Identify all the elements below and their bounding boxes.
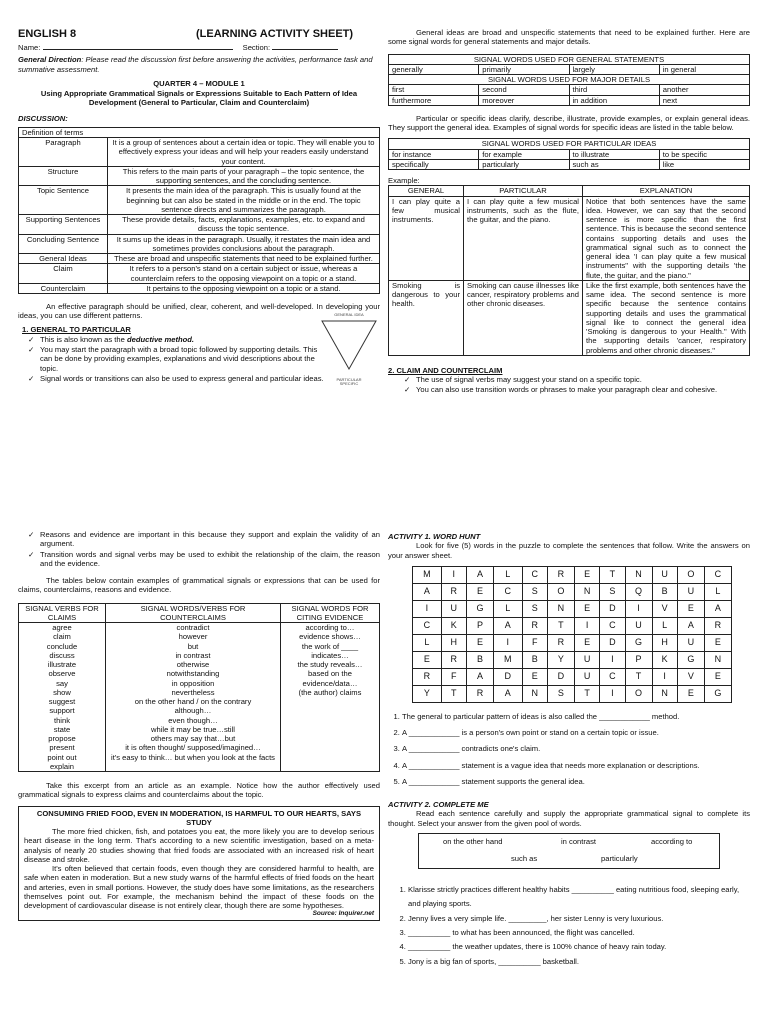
pool-word: on the other hand xyxy=(443,836,503,846)
puzzle-letter-cell[interactable]: O xyxy=(547,583,574,600)
table-row xyxy=(389,149,750,159)
quarter-title: QUARTER 4 – MODULE 1 xyxy=(153,78,245,88)
definition-cell: It presents the main idea of the paragraph. This is usually found at the beginning but can also be stated in the middle or in the end. The topic sentence directs and summarizes the paragraph. xyxy=(108,186,380,215)
table-cell: first xyxy=(389,85,479,95)
puzzle-letter-cell[interactable]: G xyxy=(466,600,493,617)
puzzle-letter-cell[interactable]: I xyxy=(652,668,677,685)
sheet-header xyxy=(18,28,380,42)
list-item: on the other hand / on the contrary xyxy=(134,697,252,706)
general-cell: I can play quite a few musical instruments. xyxy=(389,196,464,280)
list-item: ✓ You can also use transition words or phrases to make your paragraph clear and cohesive. xyxy=(416,385,750,394)
table-row xyxy=(19,254,380,264)
puzzle-letter-cell[interactable]: A xyxy=(493,685,522,702)
list-item: although… xyxy=(174,706,212,716)
article-title: CONSUMING FRIED FOOD, EVEN IN MODERATION, IS HARMFUL TO OUR HEARTS, SAYS STUDY xyxy=(36,808,362,827)
table-cell: specifically xyxy=(389,159,479,169)
inverted-triangle-diagram xyxy=(318,313,380,393)
list-item: propose xyxy=(48,734,76,743)
puzzle-letter-cell[interactable]: L xyxy=(652,617,677,634)
list-item: claim xyxy=(53,632,71,642)
name-field[interactable] xyxy=(43,49,233,50)
table-row xyxy=(389,64,750,74)
list-item: indicates… xyxy=(311,650,349,660)
column-header: SIGNAL WORDS FOR CITING EVIDENCE xyxy=(281,603,380,623)
puzzle-letter-cell[interactable]: A xyxy=(677,617,704,634)
list-item: ✓ Signal words or transitions can also be used to express general and particular ideas. xyxy=(40,374,330,383)
puzzle-row xyxy=(413,566,732,583)
list-item: 5. Jony is a big fan of sports, __________ basketball. xyxy=(408,955,750,969)
term-cell: Structure xyxy=(19,166,108,186)
puzzle-letter-cell[interactable]: E xyxy=(522,668,547,685)
table-row xyxy=(389,196,750,280)
puzzle-letter-cell[interactable]: E xyxy=(466,583,493,600)
puzzle-letter-cell[interactable]: C xyxy=(600,617,625,634)
puzzle-letter-cell[interactable]: O xyxy=(677,566,704,583)
puzzle-letter-cell[interactable]: B xyxy=(652,583,677,600)
table-cell: second xyxy=(479,85,569,95)
puzzle-letter-cell[interactable]: M xyxy=(493,651,522,668)
puzzle-letter-cell[interactable]: S xyxy=(522,600,547,617)
table-row xyxy=(19,166,380,186)
list-item: support xyxy=(49,706,75,716)
puzzle-letter-cell[interactable]: D xyxy=(493,668,522,685)
sheet-title: (LEARNING ACTIVITY SHEET) xyxy=(196,28,354,40)
explanation-cell: Notice that both sentences have the same idea. However, we can say that the second sentence is more specific than the first sentence. This is because the second sentence contains supporting details and uses the grammatical signal such as to connect the general idea 'I can play quite a few musical instruments" with the supporting details 'the flute, the guitar, and the piano." xyxy=(583,196,750,280)
list-item: but xyxy=(187,641,199,651)
puzzle-row xyxy=(413,634,732,651)
signal-verbs-table xyxy=(18,603,380,773)
puzzle-letter-cell[interactable]: U xyxy=(574,668,599,685)
list-item: according to… xyxy=(305,623,355,632)
general-ideas-intro: General ideas are broad and unspecific statements that need to be explained further. Here are some signal words for general statements and major details. xyxy=(388,28,750,47)
puzzle-letter-cell[interactable]: R xyxy=(413,668,442,685)
word-pool-box xyxy=(418,833,720,869)
table-cell: for instance xyxy=(389,149,479,159)
puzzle-letter-cell[interactable]: E xyxy=(466,634,493,651)
evidence-cell xyxy=(281,623,380,772)
table-row xyxy=(19,138,380,167)
name-label: Name: xyxy=(18,43,41,52)
puzzle-row xyxy=(413,685,732,702)
puzzle-letter-cell[interactable]: N xyxy=(625,566,652,583)
column-header: SIGNAL VERBS FOR CLAIMS xyxy=(19,603,106,623)
puzzle-letter-cell[interactable]: L xyxy=(704,583,731,600)
activity2-instructions: Read each sentence carefully and supply the appropriate grammatical signal to complete its thought. Select your answer from the given pool of words. xyxy=(388,809,750,828)
list-item: 5. A ____________ statement supports the general idea. xyxy=(402,777,750,786)
puzzle-letter-cell[interactable]: N xyxy=(522,685,547,702)
list-item: observe xyxy=(48,669,76,679)
table-row xyxy=(19,623,380,772)
puzzle-letter-cell[interactable]: I xyxy=(441,566,466,583)
puzzle-letter-cell[interactable]: A xyxy=(704,600,731,617)
puzzle-letter-cell[interactable]: N xyxy=(574,583,599,600)
term-cell: Counterclaim xyxy=(19,283,108,293)
table-cell: like xyxy=(659,159,749,169)
puzzle-letter-cell[interactable]: K xyxy=(441,617,466,634)
definition-cell: It refers to a person's stand on a certain subject or issue, whereas a counterclaim refers to the opposing viewpoint on a topic or a stand. xyxy=(108,264,380,284)
puzzle-letter-cell[interactable]: N xyxy=(652,685,677,702)
puzzle-letter-cell[interactable]: B xyxy=(466,651,493,668)
list-item: say xyxy=(56,678,68,688)
table-cell: to illustrate xyxy=(569,149,659,159)
list-item: 4. A ____________ statement is a vague idea that needs more explanation or descriptions. xyxy=(402,761,750,770)
table-cell: particularly xyxy=(479,159,569,169)
puzzle-row xyxy=(413,651,732,668)
diagram-bottom-line1: PARTICULAR xyxy=(336,376,362,382)
section-label: Section: xyxy=(242,43,271,52)
activity2-heading: ACTIVITY 2. COMPLETE ME xyxy=(388,800,489,809)
table-cell: furthermore xyxy=(389,95,479,105)
column-header: SIGNAL WORDS/VERBS FOR COUNTERCLAIMS xyxy=(106,603,281,623)
list-item: ✓ Transition words and signal verbs may be used to exhibit the relationship of the claim, the reason and the evidence. xyxy=(40,550,380,569)
table-cell: for example xyxy=(479,149,569,159)
puzzle-letter-cell[interactable]: D xyxy=(600,634,625,651)
table-cell: in general xyxy=(659,64,749,74)
general-cell: Smoking is dangerous to your health. xyxy=(389,280,464,355)
puzzle-letter-cell[interactable]: P xyxy=(625,651,652,668)
list-item: agree xyxy=(52,623,72,632)
puzzle-letter-cell[interactable]: V xyxy=(652,600,677,617)
puzzle-letter-cell[interactable]: Y xyxy=(413,685,442,702)
list-item: even though… xyxy=(168,715,218,725)
effective-paragraph-text: An effective paragraph should be unified, clear, coherent, and well-developed. In developing your ideas, you can use different patterns. xyxy=(18,302,380,321)
general-to-particular-list xyxy=(18,335,330,383)
list-item: evidence shows… xyxy=(299,632,361,642)
definition-cell: It pertains to the opposing viewpoint on a topic or a stand. xyxy=(108,283,380,293)
definition-table xyxy=(18,127,380,294)
list-item: others may say that…but xyxy=(150,734,236,743)
list-item: suggest xyxy=(48,697,76,706)
example-label: Example: xyxy=(388,176,420,185)
list-item: contradict xyxy=(176,623,210,632)
puzzle-letter-cell[interactable]: A xyxy=(466,566,493,583)
table-row xyxy=(19,283,380,293)
puzzle-letter-cell[interactable]: S xyxy=(600,583,625,600)
table-cell: largely xyxy=(569,64,659,74)
list-item: 1. Klarisse strictly practices different healthy habits __________ eating nutritious food, sleeping early, and playing sports. xyxy=(408,883,750,912)
puzzle-letter-cell[interactable]: R xyxy=(547,634,574,651)
puzzle-letter-cell[interactable]: P xyxy=(466,617,493,634)
list-item: however xyxy=(178,632,208,642)
puzzle-letter-cell[interactable]: C xyxy=(413,617,442,634)
puzzle-letter-cell[interactable]: R xyxy=(704,617,731,634)
list-item: show xyxy=(53,687,71,697)
puzzle-letter-cell[interactable]: K xyxy=(652,651,677,668)
subject-title: ENGLISH 8 xyxy=(18,28,77,40)
column-header: EXPLANATION xyxy=(583,186,750,196)
list-item: 3. __________ to what has been announced, the flight was cancelled. xyxy=(408,926,750,940)
explanation-cell: Like the first example, both sentences have the same idea. The second sentence is more specific because the sentence contains supporting details and uses the grammatical signal like to connect the general idea 'Smoking is dangerous to your Health." With the supporting details 'cancer, respiratory problems and other chronic diseases." xyxy=(583,280,750,355)
term-cell: Concluding Sentence xyxy=(19,234,108,254)
definition-cell: It sums up the ideas in the paragraph. Usually, it restates the main idea and sometimes provides conclusions about the paragraph. xyxy=(108,234,380,254)
reasons-evidence-list xyxy=(18,530,380,568)
excerpt-intro: Take this excerpt from an article as an example. Notice how the author effectively used grammatical signals to express claims and counterclaims about the topic. xyxy=(18,781,380,800)
list-item: illustrate xyxy=(47,660,77,669)
puzzle-letter-cell[interactable]: E xyxy=(677,685,704,702)
list-item-text: This is also known as the xyxy=(40,334,127,344)
puzzle-letter-cell[interactable]: S xyxy=(547,685,574,702)
list-item: point out xyxy=(47,752,77,762)
puzzle-letter-cell[interactable]: D xyxy=(600,600,625,617)
list-item: ✓ Reasons and evidence are important in this because they support and explain the validity of an argument. xyxy=(40,530,380,549)
puzzle-letter-cell[interactable]: U xyxy=(625,617,652,634)
list-item: in opposition xyxy=(171,678,215,688)
puzzle-letter-cell[interactable]: C xyxy=(600,668,625,685)
puzzle-letter-cell[interactable]: H xyxy=(652,634,677,651)
puzzle-letter-cell[interactable]: M xyxy=(413,566,442,583)
puzzle-letter-cell[interactable]: O xyxy=(625,685,652,702)
table-row xyxy=(389,85,750,95)
puzzle-letter-cell[interactable]: E xyxy=(704,668,731,685)
puzzle-letter-cell[interactable]: A xyxy=(413,583,442,600)
puzzle-letter-cell[interactable]: E xyxy=(704,634,731,651)
table-row xyxy=(19,234,380,254)
direction-label: General Direction xyxy=(18,55,82,65)
activity1-items xyxy=(388,712,750,786)
puzzle-letter-cell[interactable]: Q xyxy=(625,583,652,600)
term-cell: Topic Sentence xyxy=(19,186,108,215)
list-item xyxy=(40,335,330,344)
list-item: evidence/data… xyxy=(302,678,358,688)
table-cell: primarily xyxy=(479,64,569,74)
table-row xyxy=(19,186,380,215)
puzzle-letter-cell[interactable]: U xyxy=(677,634,704,651)
puzzle-letter-cell[interactable]: L xyxy=(493,600,522,617)
table-row xyxy=(19,215,380,235)
definition-cell: It is a group of sentences about a certain idea or topic. They will enable you to effectively express your ideas and will help your readers easily understand your content. xyxy=(108,138,380,167)
particular-cell: Smoking can cause illnesses like cancer, respiratory problems and other chronic diseases. xyxy=(464,280,583,355)
puzzle-letter-cell[interactable]: T xyxy=(600,566,625,583)
puzzle-letter-cell[interactable]: T xyxy=(625,668,652,685)
puzzle-letter-cell[interactable]: G xyxy=(625,634,652,651)
particular-ideas-intro: Particular or specific ideas clarify, describe, illustrate, provide examples, or explain general ideas. They support the general idea. Examples of signal words for specific ideas are listed in the table below. xyxy=(388,113,750,132)
puzzle-letter-cell[interactable]: I xyxy=(413,600,442,617)
term-cell: Claim xyxy=(19,264,108,284)
list-item: the work of ____ xyxy=(301,641,359,651)
puzzle-letter-cell[interactable]: T xyxy=(547,617,574,634)
puzzle-letter-cell[interactable]: U xyxy=(574,651,599,668)
table-cell: third xyxy=(569,85,659,95)
table-cell: to be specific xyxy=(659,149,749,159)
article-source: Source: Inquirer.net xyxy=(312,910,374,918)
definition-cell: These are broad and unspecific statements that need to be explained further. xyxy=(108,254,380,264)
activity1-instructions: Look for five (5) words in the puzzle to complete the sentences that follow. Write the answers on your answer sheet. xyxy=(388,541,750,560)
puzzle-letter-cell[interactable]: I xyxy=(600,685,625,702)
puzzle-letter-cell[interactable]: G xyxy=(677,651,704,668)
puzzle-letter-cell[interactable]: E xyxy=(574,600,599,617)
puzzle-letter-cell[interactable]: F xyxy=(522,634,547,651)
list-item: it is often thought/ supposed/imagined… xyxy=(125,743,261,753)
puzzle-letter-cell[interactable]: V xyxy=(677,668,704,685)
puzzle-letter-cell[interactable]: R xyxy=(441,583,466,600)
section-field[interactable] xyxy=(272,49,338,50)
table-cell: moreover xyxy=(479,95,569,105)
list-item: based on the xyxy=(308,669,352,679)
table-cell: next xyxy=(659,95,749,105)
puzzle-letter-cell[interactable]: I xyxy=(625,600,652,617)
left-top-column xyxy=(18,28,380,387)
puzzle-letter-cell[interactable]: C xyxy=(493,583,522,600)
list-item: explain xyxy=(49,761,75,771)
pool-word: such as xyxy=(511,853,538,863)
table-row xyxy=(19,264,380,284)
table-row xyxy=(389,95,750,105)
pool-word: in contrast xyxy=(561,836,597,846)
list-item: present xyxy=(49,743,75,753)
puzzle-letter-cell[interactable]: R xyxy=(441,651,466,668)
list-item: otherwise xyxy=(176,660,210,669)
puzzle-letter-cell[interactable]: N xyxy=(704,651,731,668)
puzzle-letter-cell[interactable]: E xyxy=(574,566,599,583)
puzzle-letter-cell[interactable]: C xyxy=(522,566,547,583)
name-section-line xyxy=(18,43,380,52)
puzzle-letter-cell[interactable]: G xyxy=(704,685,731,702)
article-paragraph-2: It's often believed that certain foods, even though they are considered harmful to health, are safe when eaten in moderation. But a new study warns of the harmful effects of fried foods on the heart and arteries, even in small portions. However, the study does have some limitations, as the researchers themselves point out. For example, the mechanism behind the impact of these foods on the development of cardiovascular disease is not entirely clear, though there are some hypotheses. xyxy=(24,864,374,910)
puzzle-letter-cell[interactable]: I xyxy=(493,634,522,651)
list-item: conclude xyxy=(46,641,78,651)
diagram-bottom-line2: SPECIFIC xyxy=(339,381,359,387)
puzzle-letter-cell[interactable]: E xyxy=(574,634,599,651)
puzzle-letter-cell[interactable]: A xyxy=(493,617,522,634)
claim-counterclaim-list xyxy=(388,375,750,395)
puzzle-letter-cell[interactable]: E xyxy=(413,651,442,668)
diagram-bottom-label xyxy=(318,378,380,387)
list-item: (the author) claims xyxy=(298,687,362,697)
table-header: SIGNAL WORDS USED FOR MAJOR DETAILS xyxy=(389,75,750,85)
table-row xyxy=(389,280,750,355)
article-paragraph-1: The more fried chicken, fish, and potatoes you eat, the more likely you are to develop serious heart disease in the long term. That's according to a new scientific investigation, based on a meta-analysis of nearly 20 studies showing that fried foods are associated with an increased risk of heart disease and stroke. xyxy=(24,827,374,864)
list-item: in contrast xyxy=(175,650,211,660)
puzzle-letter-cell[interactable]: R xyxy=(466,685,493,702)
puzzle-letter-cell[interactable]: U xyxy=(441,600,466,617)
activity2-items xyxy=(388,883,750,970)
term-cell: Paragraph xyxy=(19,138,108,167)
puzzle-letter-cell[interactable]: S xyxy=(522,583,547,600)
inverted-triangle-icon xyxy=(318,317,380,375)
claim-counterclaim-heading: 2. CLAIM AND COUNTERCLAIM xyxy=(388,365,503,375)
particular-cell: I can play quite a few musical instruments, such as the flute, the guitar, and the piano. xyxy=(464,196,583,280)
list-item: ✓ The use of signal verbs may suggest your stand on a specific topic. xyxy=(416,375,750,384)
general-to-particular-heading: 1. GENERAL TO PARTICULAR xyxy=(22,324,131,334)
counterclaims-cell xyxy=(106,623,281,772)
puzzle-letter-cell[interactable]: H xyxy=(441,634,466,651)
list-item: while it may be true…still xyxy=(151,724,235,734)
puzzle-letter-cell[interactable]: T xyxy=(574,685,599,702)
discussion-label: DISCUSSION: xyxy=(18,113,68,123)
list-item: the study reveals… xyxy=(297,660,363,669)
list-item: 2. A ____________ is a person's own point or stand on a certain topic or issue. xyxy=(402,728,750,737)
puzzle-letter-cell[interactable]: D xyxy=(547,668,574,685)
direction-text: : Please read the discussion first before answering the activities, performance task and summative assessment. xyxy=(18,55,373,74)
term-cell: General Ideas xyxy=(19,254,108,264)
right-top-column xyxy=(388,28,750,396)
list-item: notwithstanding xyxy=(166,669,220,679)
activity1-heading: ACTIVITY 1. WORD HUNT xyxy=(388,532,481,541)
puzzle-letter-cell[interactable]: T xyxy=(441,685,466,702)
puzzle-letter-cell[interactable]: Y xyxy=(547,651,574,668)
puzzle-row xyxy=(413,617,732,634)
definition-table-caption: Definition of terms xyxy=(19,127,380,137)
puzzle-row xyxy=(413,600,732,617)
table-header: SIGNAL WORDS USED FOR PARTICULAR IDEAS xyxy=(389,139,750,149)
puzzle-letter-cell[interactable]: R xyxy=(522,617,547,634)
tables-intro: The tables below contain examples of grammatical signals or expressions that can be used for claims, counterclaims, reasons and evidence. xyxy=(18,576,380,595)
table-row xyxy=(389,159,750,169)
pool-word: according to xyxy=(651,836,693,846)
puzzle-row xyxy=(413,668,732,685)
definition-cell: These provide details, facts, explanations, examples, etc. to expand and discuss the topic sentence. xyxy=(108,215,380,235)
list-item: 2. Jenny lives a very simple life. _________, her sister Lenny is very luxurious. xyxy=(408,912,750,926)
general-direction xyxy=(18,55,380,74)
table-cell: such as xyxy=(569,159,659,169)
puzzle-row xyxy=(413,583,732,600)
list-item: ✓ You may start the paragraph with a broad topic followed by supporting details. This can be done by providing examples, explanations and vivid descriptions about the topic. xyxy=(40,345,330,373)
puzzle-letter-cell[interactable]: I xyxy=(600,651,625,668)
table-cell: in addition xyxy=(569,95,659,105)
term-cell: Supporting Sentences xyxy=(19,215,108,235)
table-header: SIGNAL WORDS USED FOR GENERAL STATEMENTS xyxy=(389,54,750,64)
right-bottom-column xyxy=(388,532,750,969)
list-item: nevertheless xyxy=(171,687,215,697)
puzzle-letter-cell[interactable]: N xyxy=(547,600,574,617)
puzzle-letter-cell[interactable]: L xyxy=(413,634,442,651)
general-signal-words-table xyxy=(388,54,750,106)
puzzle-letter-cell[interactable]: B xyxy=(522,651,547,668)
list-item: discuss xyxy=(49,650,75,660)
puzzle-letter-cell[interactable]: U xyxy=(652,566,677,583)
article-box xyxy=(18,806,380,922)
column-header: GENERAL xyxy=(389,186,464,196)
module-title: Using Appropriate Grammatical Signals or Expressions Suitable to Each Pattern of Idea Development (General to Particular, Claim and Counterclaim) xyxy=(40,89,358,108)
deductive-method-text: deductive method. xyxy=(126,334,195,344)
puzzle-letter-cell[interactable]: R xyxy=(547,566,574,583)
table-cell: generally xyxy=(389,64,479,74)
list-item: think xyxy=(53,715,71,725)
puzzle-letter-cell[interactable]: U xyxy=(677,583,704,600)
list-item: state xyxy=(53,724,71,734)
table-cell: another xyxy=(659,85,749,95)
example-table xyxy=(388,185,750,356)
puzzle-letter-cell[interactable]: F xyxy=(441,668,466,685)
column-header: PARTICULAR xyxy=(464,186,583,196)
list-item: 3. A ____________ contradicts one's claim. xyxy=(402,744,750,753)
list-item: it's easy to think… but when you look at the facts xyxy=(111,752,275,762)
puzzle-letter-cell[interactable]: C xyxy=(704,566,731,583)
puzzle-letter-cell[interactable]: I xyxy=(574,617,599,634)
definition-cell: This refers to the main parts of your paragraph – the topic sentence, the supporting sentences, and the concluding sentence. xyxy=(108,166,380,186)
diagram-top-label: GENERAL IDEA xyxy=(334,311,364,317)
particular-signal-words-table xyxy=(388,138,750,170)
puzzle-letter-cell[interactable]: E xyxy=(677,600,704,617)
left-bottom-column xyxy=(18,530,380,921)
word-hunt-grid xyxy=(412,566,732,703)
claims-cell xyxy=(19,623,106,772)
puzzle-letter-cell[interactable]: A xyxy=(466,668,493,685)
puzzle-letter-cell[interactable]: L xyxy=(493,566,522,583)
list-item: 4. __________ the weather updates, there is 100% chance of heavy rain today. xyxy=(408,940,750,954)
list-item: 1. The general to particular pattern of ideas is also called the ____________ method. xyxy=(402,712,750,721)
pool-word: particularly xyxy=(601,853,638,863)
